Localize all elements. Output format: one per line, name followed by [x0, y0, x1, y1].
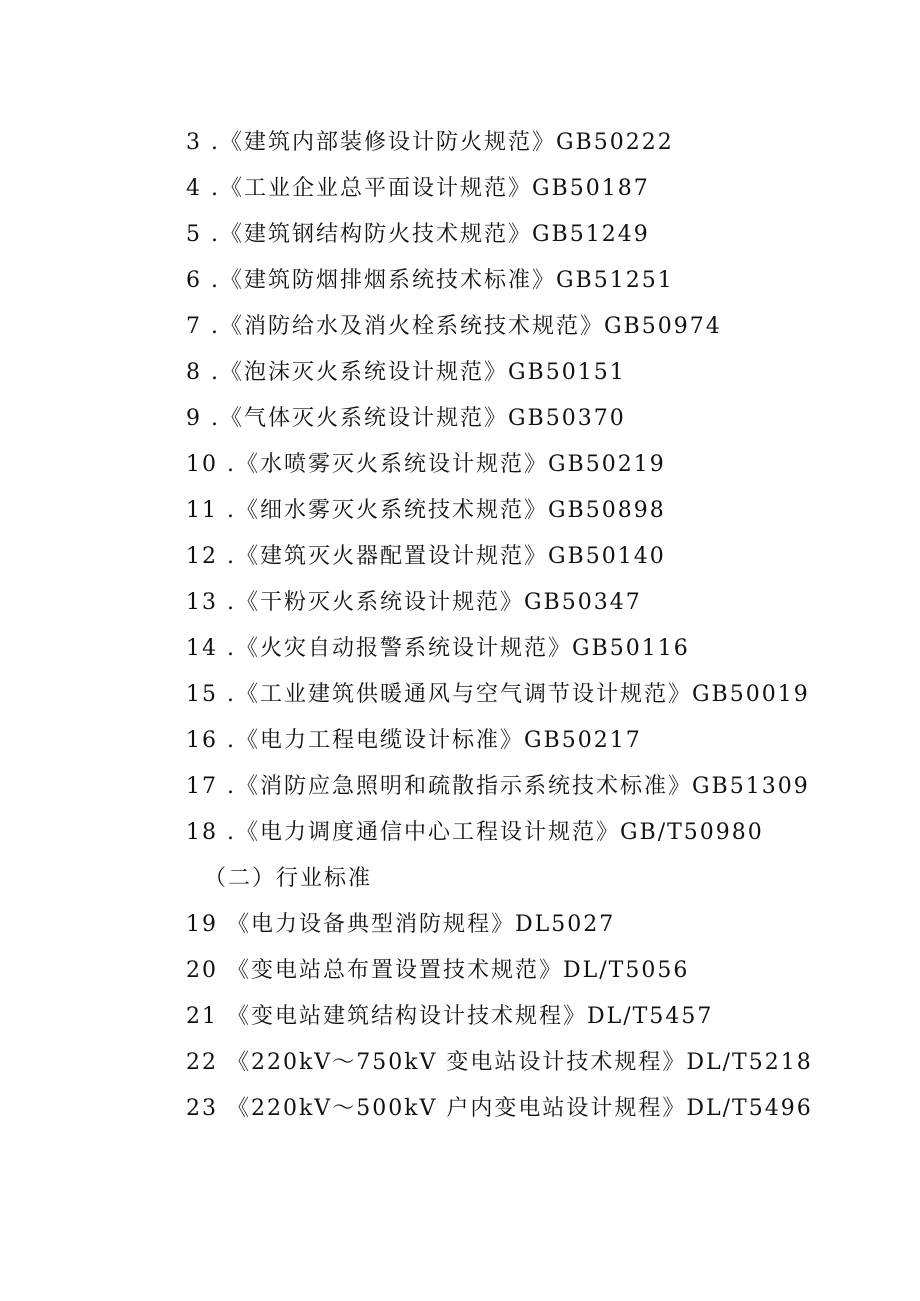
list-item: 4 .《工业企业总平面设计规范》GB50187: [186, 176, 650, 201]
section-heading: （二）行业标准: [204, 866, 373, 891]
list-item: 3 .《建筑内部装修设计防火规范》GB50222: [186, 130, 674, 155]
list-item: 11 .《细水雾灭火系统技术规范》GB50898: [186, 498, 666, 523]
list-item: 20 《变电站总布置设置技术规范》DL/T5056: [186, 958, 690, 983]
standards-list: [186, 120, 906, 1132]
list-item: 18 .《电力调度通信中心工程设计规范》GB/T50980: [186, 820, 764, 845]
list-item: 7 .《消防给水及消火栓系统技术规范》GB50974: [186, 314, 722, 339]
list-item: 5 .《建筑钢结构防火技术规范》GB51249: [186, 222, 650, 247]
list-item: 15 .《工业建筑供暖通风与空气调节设计规范》GB50019: [186, 682, 810, 707]
list-item: 8 .《泡沫灭火系统设计规范》GB50151: [186, 360, 626, 385]
list-item: 10 .《水喷雾灭火系统设计规范》GB50219: [186, 452, 666, 477]
list-item: 12 .《建筑灭火器配置设计规范》GB50140: [186, 544, 666, 569]
list-item: 9 .《气体灭火系统设计规范》GB50370: [186, 406, 626, 431]
list-item: 13 .《干粉灭火系统设计规范》GB50347: [186, 590, 642, 615]
list-item: 16 .《电力工程电缆设计标准》GB50217: [186, 728, 642, 753]
list-item: 23 《220kV～500kV 户内变电站设计规程》DL/T5496: [186, 1096, 813, 1121]
list-item: 22 《220kV～750kV 变电站设计技术规程》DL/T5218: [186, 1050, 813, 1075]
list-item: 19 《电力设备典型消防规程》DL5027: [186, 912, 616, 937]
list-item: 17 .《消防应急照明和疏散指示系统技术标准》GB51309: [186, 774, 810, 799]
list-item: 14 .《火灾自动报警系统设计规范》GB50116: [186, 636, 690, 661]
list-item: 21 《变电站建筑结构设计技术规程》DL/T5457: [186, 1004, 714, 1029]
list-item: 6 .《建筑防烟排烟系统技术标准》GB51251: [186, 268, 674, 293]
